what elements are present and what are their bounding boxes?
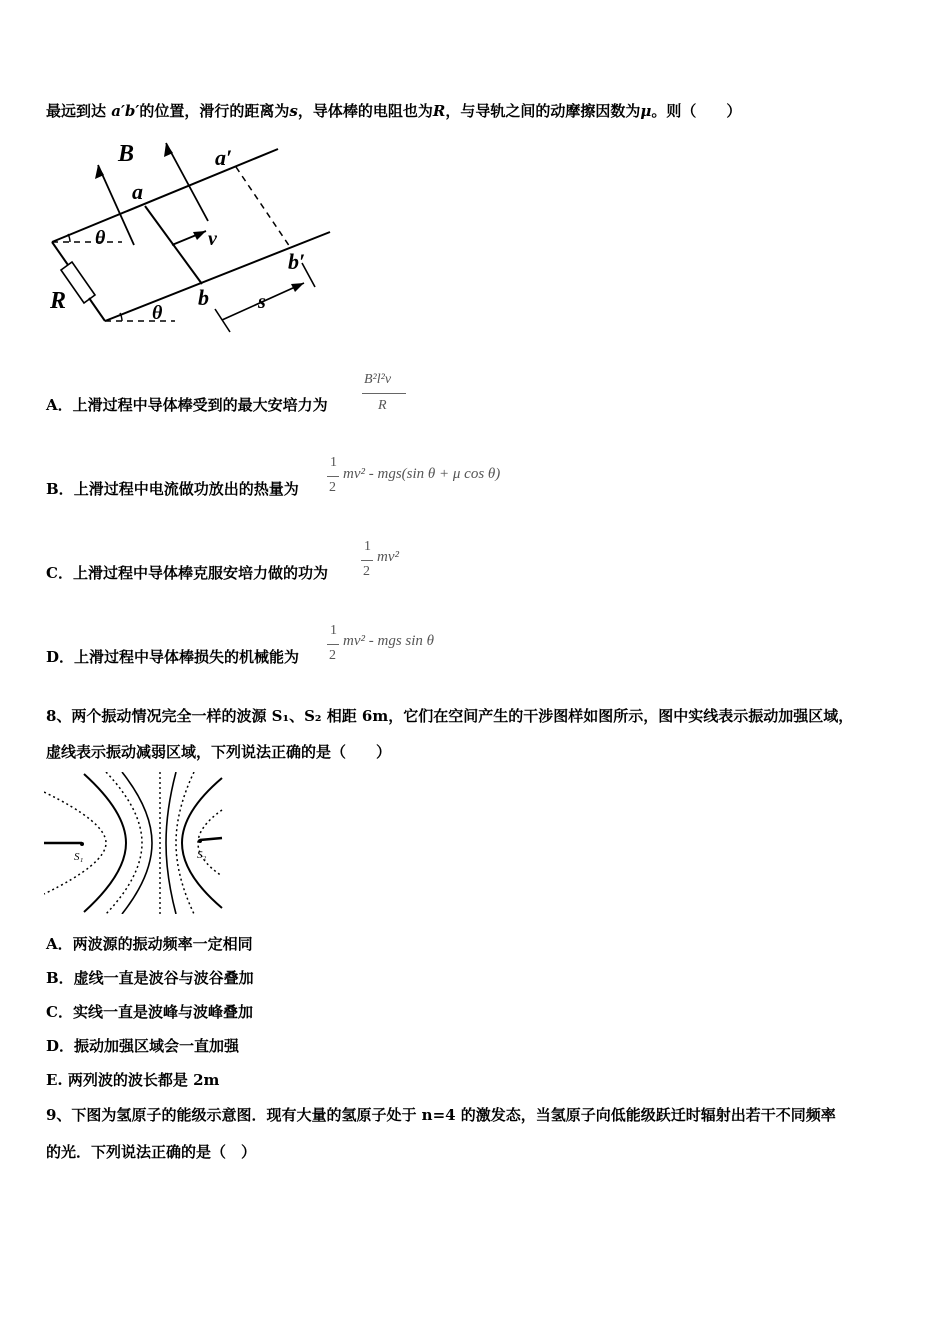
left-connector-bottom xyxy=(89,298,105,321)
q7-var-ab: a′b′ xyxy=(111,102,140,120)
option-a-label: A． xyxy=(46,396,73,414)
q7-var-R: R xyxy=(432,102,446,120)
option-c-expression: mv² xyxy=(377,549,399,565)
option-a-fraction-bar xyxy=(362,393,406,394)
s2-dot xyxy=(198,839,202,843)
q7-var-mu: μ xyxy=(640,102,652,120)
option-d-fraction xyxy=(327,623,341,669)
q8-option-d: D．振动加强区域会一直加强 xyxy=(46,1037,240,1055)
option-c-denominator: 2 xyxy=(363,564,370,579)
label-b: b xyxy=(198,285,209,310)
label-R: R xyxy=(50,288,67,314)
label-B: B xyxy=(118,141,135,167)
right-hyperbola-solid-inner xyxy=(166,772,176,914)
q7-intro-part4: ，与导轨之间的动摩擦因数为 xyxy=(445,102,641,120)
velocity-arrowhead xyxy=(193,231,206,240)
option-c-text: 上滑过程中导体棒克服安培力做的功为 xyxy=(72,564,328,582)
upper-rail xyxy=(52,149,278,242)
option-d-expression: mv² - mgs sin θ xyxy=(343,633,435,649)
s1-dot xyxy=(80,842,84,846)
option-a-fraction xyxy=(362,372,408,420)
option-c-fraction xyxy=(361,539,375,585)
option-d-text: 上滑过程中导体棒损失的机械能为 xyxy=(74,648,300,666)
label-a-prime: a′ xyxy=(215,145,233,170)
q8-option-b: B．虚线一直是波谷与波谷叠加 xyxy=(46,969,254,987)
q9-line-1: 9、下图为氢原子的能级示意图．现有大量的氢原子处于 n=4 的激发态，当氢原子向低能级跃迁时辐射出若干不同频率 xyxy=(46,1106,836,1124)
s-arrowhead xyxy=(291,283,304,292)
right-hyperbola-dotted-outer xyxy=(198,810,222,876)
s2-marker xyxy=(200,838,222,840)
s2-label: S₂ xyxy=(197,849,207,861)
label-a: a xyxy=(132,179,143,204)
option-b-fraction xyxy=(327,455,341,501)
option-d-fraction-bar xyxy=(327,644,339,645)
right-hyperbola-solid xyxy=(182,778,222,908)
option-b-label: B． xyxy=(46,480,74,498)
q7-option-b xyxy=(46,479,299,499)
q8-option-c: C．实线一直是波峰与波峰叠加 xyxy=(46,1003,253,1021)
q7-intro-part2: 的位置，滑行的距离为 xyxy=(139,102,290,120)
option-a-text: 上滑过程中导体棒受到的最大安培力为 xyxy=(72,396,328,414)
q7-option-d xyxy=(46,647,299,667)
option-c-label: C． xyxy=(46,564,73,582)
label-theta-top: θ xyxy=(95,227,106,249)
q7-option-a xyxy=(46,395,328,415)
dashed-a-prime-b-prime xyxy=(236,167,290,247)
lower-rail xyxy=(105,232,330,321)
q8-line-2: 虚线表示振动减弱区域，下列说法正确的是（ ） xyxy=(46,743,392,761)
option-c-numerator: 1 xyxy=(364,539,371,554)
option-d-denominator: 2 xyxy=(329,648,336,663)
option-b-expression: mv² - mgs(sin θ + μ cos θ) xyxy=(343,466,501,482)
q8-line-1: 8、两个振动情况完全一样的波源 S₁、S₂ 相距 6m，它们在空间产生的干涉图样如图所示，图中实线表示振动加强区域， xyxy=(46,707,854,725)
option-a-numerator: B²l²v xyxy=(364,372,392,387)
q7-intro-line xyxy=(46,101,741,121)
option-b-fraction-bar xyxy=(327,476,339,477)
resistor xyxy=(61,262,95,303)
option-c-fraction-bar xyxy=(361,560,373,561)
s-tick-left xyxy=(215,309,230,332)
option-b-denominator: 2 xyxy=(329,480,336,495)
q7-var-s: s xyxy=(289,102,298,120)
q9-line-2: 的光．下列说法正确的是（ ） xyxy=(46,1143,257,1161)
q8-option-e: E. 两列波的波长都是 2m xyxy=(46,1071,220,1089)
b-arrow-2 xyxy=(166,143,208,221)
right-hyperbola-dotted-inner xyxy=(176,772,194,914)
left-connector-top xyxy=(52,242,68,265)
q8-option-a: A．两波源的振动频率一定相同 xyxy=(46,935,253,953)
left-hyperbola-solid xyxy=(84,774,126,912)
label-b-prime: b′ xyxy=(288,249,306,274)
interference-figure xyxy=(44,772,224,914)
incline-rail-figure xyxy=(40,135,340,340)
label-s: s xyxy=(258,291,266,313)
label-theta-bottom: θ xyxy=(152,302,163,324)
s1-label: S₁ xyxy=(74,851,84,863)
q7-intro-part3: ，导体棒的电阻也为 xyxy=(297,102,433,120)
option-d-numerator: 1 xyxy=(330,623,337,638)
label-v: v xyxy=(208,228,217,250)
option-a-denominator: R xyxy=(378,398,387,413)
q7-option-c xyxy=(46,563,328,583)
option-b-text: 上滑过程中电流做功放出的热量为 xyxy=(73,480,299,498)
q7-intro-part1: 最远到达 xyxy=(46,102,112,120)
q7-intro-part5: 。则（ ） xyxy=(651,102,742,120)
option-b-numerator: 1 xyxy=(330,455,337,470)
option-d-label: D． xyxy=(46,648,75,666)
